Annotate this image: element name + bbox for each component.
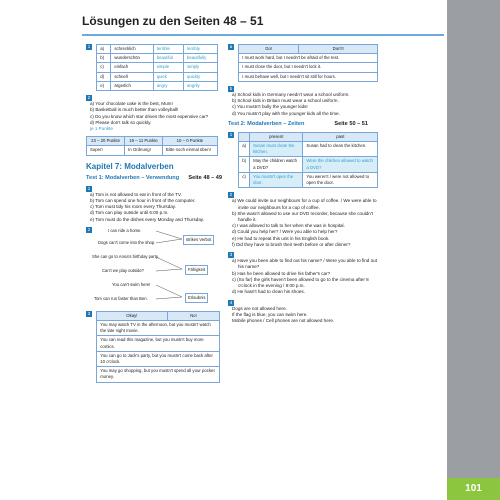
test-1-title: Seite 48 – 49 Test 1: Modalverben – Verwendung	[86, 174, 222, 181]
list-item: c) You mustn't bully the younger kids!	[232, 104, 308, 110]
do-dont-table	[238, 44, 378, 82]
list-item: d) Tom can play outside until 6:00 p.m.	[90, 210, 169, 216]
list-item: b) Tom can spend one hour in front of the computer.	[90, 198, 196, 204]
left-column	[86, 44, 222, 383]
list-item: e) He had to repeat this unit in his English book.	[232, 235, 330, 241]
exercise-number: 3	[87, 310, 91, 316]
table-row: present past	[239, 132, 378, 141]
exercise-number: 2	[87, 226, 91, 232]
table-row: Super! In Ordnung! Bitte noch einmal üben!	[87, 146, 218, 155]
exercise-number: 2	[229, 192, 233, 198]
chapter-title: Kapitel 7: Modalverben	[86, 161, 174, 171]
list-item: b) She wasn't allowed to use our DVD recorder, because she couldn't handle it.	[232, 210, 373, 223]
list-item: c) Tom must tidy his room every Thursday.	[90, 204, 177, 210]
list-item: b) Basketball is much better than volleyball!	[90, 107, 179, 113]
list-item: a) Tom is not allowed to eat in front of the TV.	[90, 191, 182, 197]
table-row: I must close the door, but I needn't lock it.	[239, 63, 378, 72]
match-right-item: Fähigkeit	[185, 265, 208, 275]
exercise-number: 1	[87, 185, 91, 191]
table-row: c) You mustn't open the door. You weren't / were not allowed to open the door.	[239, 172, 378, 187]
table-row: a) schrecklich terrible terribly	[97, 45, 218, 54]
table-row: You can go to Jack's party, but you mustn't come back after 10 o'clock.	[97, 351, 220, 366]
right-column	[228, 44, 438, 324]
list-item: If the flag is blue, you can swim here.	[232, 311, 308, 317]
list-item: d) He hasn't had to clean his shoes.	[232, 289, 305, 295]
table-row: d) schnell quick quickly	[97, 72, 218, 81]
test-2-pages: Seite 50 – 51	[334, 120, 368, 127]
match-left-item: Tom can run faster than Ben.	[94, 295, 148, 301]
exercise-b	[228, 86, 378, 117]
points-note: je 1 Punkte	[90, 126, 113, 132]
page-sidebar	[447, 0, 500, 500]
title-rule	[82, 34, 444, 36]
table-row: b) wunderschön beautiful beautifully	[97, 54, 218, 63]
list-item: b) School kids in Britain must wear a school uniform.	[232, 98, 339, 104]
list-item: c) I was allowed to talk to her when she was in hospital.	[232, 223, 345, 229]
list-item: d) You mustn't play with the younger kids all the time.	[232, 110, 340, 116]
list-item: a) Have you been able to find out his name? / Were you able to find out his name?	[232, 258, 377, 270]
tense-table	[238, 132, 378, 188]
test-1-pages: Seite 48 – 49	[188, 174, 222, 181]
exercise-number: 3	[229, 252, 233, 258]
list-item: e) Tom must do the dishes every Monday and Thursday.	[90, 216, 205, 222]
list-item: b) Has he been allowed to drive his father's car?	[232, 270, 331, 276]
test-2-exercise-4	[228, 300, 378, 325]
list-item: a) Your chocolate cake is the best, Mum!	[90, 101, 173, 107]
list-item: a) We could invite our neighbours for a cup of coffee. / We were able to invite our neighbours for a cup of coffee.	[232, 198, 377, 210]
table-row: I must behave well, but I needn't sit still for hours.	[239, 72, 378, 81]
exercise-number: 1	[229, 131, 233, 137]
list-item: Mobile phones / Cell phones are not allowed here.	[232, 318, 335, 324]
table-row: Do! Don't!	[239, 45, 378, 54]
table-row: I must work hard, but I needn't be afraid of the test.	[239, 54, 378, 63]
list-item: c) Do you know which star drives the most expensive car?	[90, 113, 209, 119]
page-title: Lösungen zu den Seiten 48 – 51	[82, 14, 264, 28]
test-2-exercise-1	[228, 132, 438, 188]
match-left-item: I can ride a horse.	[108, 227, 142, 233]
exercise-number: a	[229, 44, 233, 49]
list-item: d) Could you help her? / Were you able to help her?	[232, 229, 338, 235]
okay-no-table	[96, 311, 220, 383]
adjective-table	[96, 44, 218, 91]
list-item: d) Please don't talk so quickly.	[90, 119, 152, 125]
list-item: Dogs are not allowed here.	[232, 305, 287, 311]
match-left-item: Can't we play outside?	[102, 267, 145, 273]
test-2-exercise-3	[228, 252, 378, 295]
table-row: Okay! No!	[97, 311, 220, 320]
table-row: c) einfach simple simply	[97, 63, 218, 72]
list-item: a) School kids in Germany needn't wear a school uniform.	[232, 92, 350, 98]
page-number: 101	[447, 478, 500, 500]
exercise-2	[86, 95, 222, 132]
exercise-do-dont	[228, 44, 438, 82]
test-2-title: Seite 50 – 51 Test 2: Modalverben – Zeiten	[228, 120, 368, 127]
table-row: a) Susan must clean the kitchen. Susan had to clean the kitchen.	[239, 142, 378, 157]
list-item: f) Did they have to brush their teeth before or after dinner?	[232, 241, 351, 247]
test-2-exercise-2	[228, 192, 378, 248]
matching-exercise	[86, 227, 222, 307]
table-row: You can read this magazine, but you mustn't buy more comics.	[97, 336, 220, 351]
match-right-item: strikes Verbot	[183, 235, 214, 245]
test-1-exercise-1	[86, 186, 222, 223]
exercise-number: b	[229, 85, 233, 91]
table-row: 23 – 20 Punkte 19 – 11 Punkte 10 – 0 Punkte	[87, 137, 218, 146]
table-row: You may watch TV in the afternoon, but you mustn't watch the late night movie.	[97, 321, 220, 336]
match-left-item: You can't swim here!	[112, 281, 151, 287]
exercise-number: 1	[87, 44, 91, 49]
exercise-1	[86, 44, 222, 91]
table-row: You may go shopping, but you mustn't spend all your pocket money.	[97, 367, 220, 382]
exercise-number: 4	[229, 299, 233, 305]
match-right-item: Erlaubnis	[185, 293, 208, 303]
table-row: b) May the children watch a DVD? Were the children allowed to watch a DVD?	[239, 157, 378, 172]
exercise-number: 2	[87, 95, 91, 101]
table-row: e) ärgerlich angry angrily	[97, 81, 218, 90]
exercise-3	[86, 311, 222, 383]
match-left-item: Dogs can't come into the shop.	[98, 239, 156, 245]
points-table	[86, 136, 218, 155]
list-item: c) (So far) the girls haven't been allowed to go to the cinema after 8 o'clock in the evening / 8:00 p.m.	[232, 276, 369, 289]
match-left-item: She can go to Anna's birthday party.	[92, 253, 159, 259]
